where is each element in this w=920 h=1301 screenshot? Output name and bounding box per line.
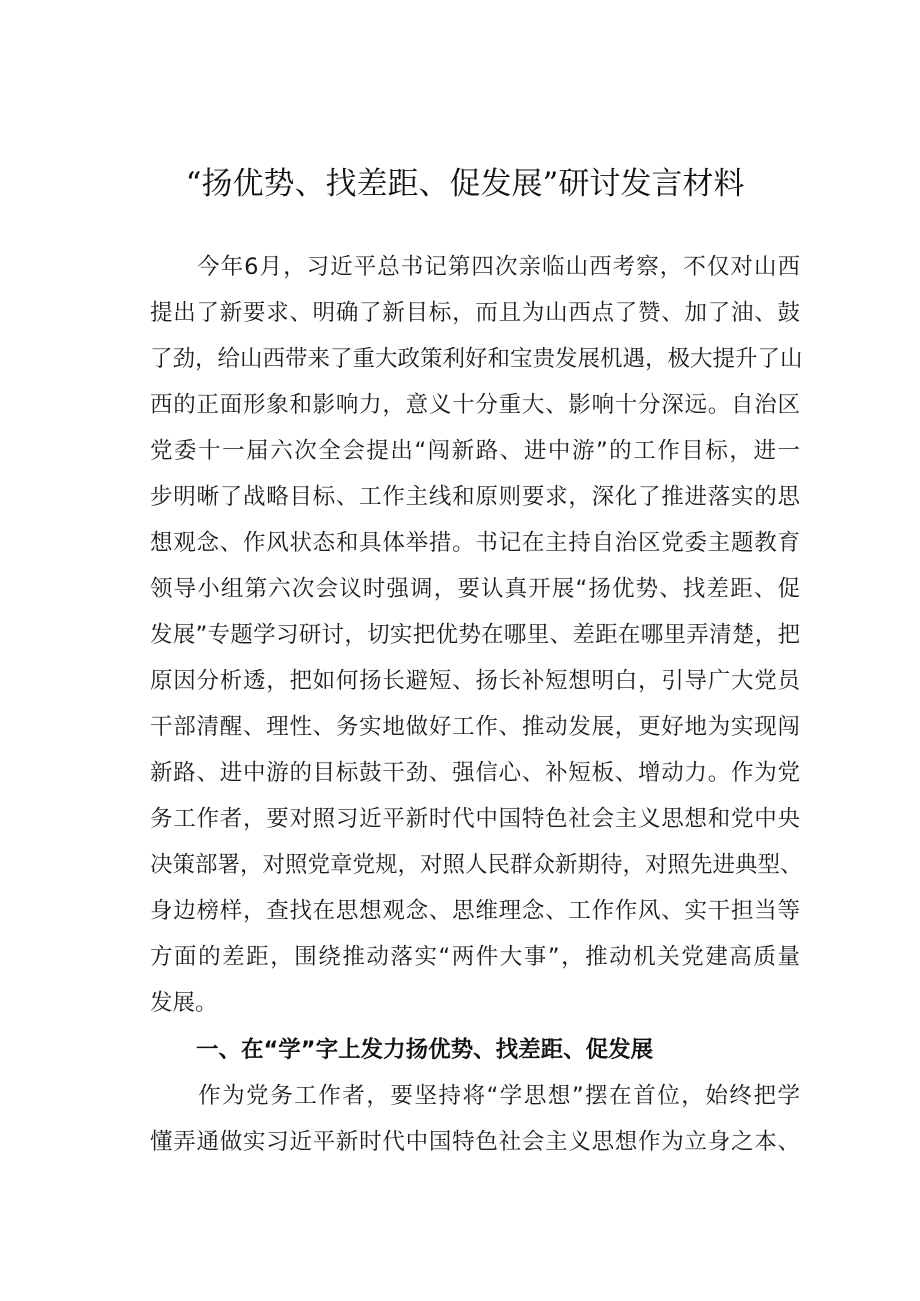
paragraph-line: 想观念、作风状态和具体举措。书记在主持自治区党委主题教育 (150, 530, 800, 556)
paragraph-line: 了劲，给山西带来了重大政策利好和宝贵发展机遇，极大提升了山 (150, 346, 803, 372)
paragraph-line: 作为党务工作者，要坚持将“学思想”摆在首位，始终把学 (150, 1083, 800, 1109)
document-title: “扬优势、找差距、促发展”研讨发言材料 (185, 166, 745, 202)
section-heading: 一、在“学”字上发力扬优势、找差距、促发展 (196, 1037, 654, 1063)
paragraph-line: 发展”专题学习研讨，切实把优势在哪里、差距在哪里弄清楚，把 (150, 622, 800, 648)
paragraph-line: 新路、进中游的目标鼓干劲、强信心、补短板、增动力。作为党 (150, 760, 800, 786)
paragraph-line: 步明晰了战略目标、工作主线和原则要求，深化了推进落实的思 (150, 484, 800, 510)
paragraph-line: 身边榜样，查找在思想观念、思维理念、工作作风、实干担当等 (150, 898, 800, 924)
paragraph-line: 领导小组第六次会议时强调，要认真开展“扬优势、找差距、促 (150, 576, 800, 602)
paragraph-line: 党委十一届六次全会提出“闯新路、进中游”的工作目标，进一 (150, 438, 800, 464)
paragraph-line: 发展。 (150, 990, 218, 1016)
paragraph-line: 原因分析透，把如何扬长避短、扬长补短想明白，引导广大党员 (150, 668, 800, 694)
paragraph-line: 西的正面形象和影响力，意义十分重大、影响十分深远。自治区 (150, 392, 800, 418)
paragraph-line: 提出了新要求、明确了新目标，而且为山西点了赞、加了油、鼓 (150, 300, 800, 326)
paragraph-line: 务工作者，要对照习近平新时代中国特色社会主义思想和党中央 (150, 806, 800, 832)
paragraph-line: 方面的差距，围绕推动落实“两件大事”，推动机关党建高质量 (150, 944, 800, 970)
paragraph-line: 决策部署，对照党章党规，对照人民群众新期待，对照先进典型、 (150, 852, 803, 878)
paragraph-line: 懂弄通做实习近平新时代中国特色社会主义思想作为立身之本、 (150, 1129, 800, 1155)
paragraph-line: 今年6月，习近平总书记第四次亲临山西考察，不仅对山西 (150, 254, 800, 280)
paragraph-line: 干部清醒、理性、务实地做好工作、推动发展，更好地为实现闯 (150, 714, 800, 740)
